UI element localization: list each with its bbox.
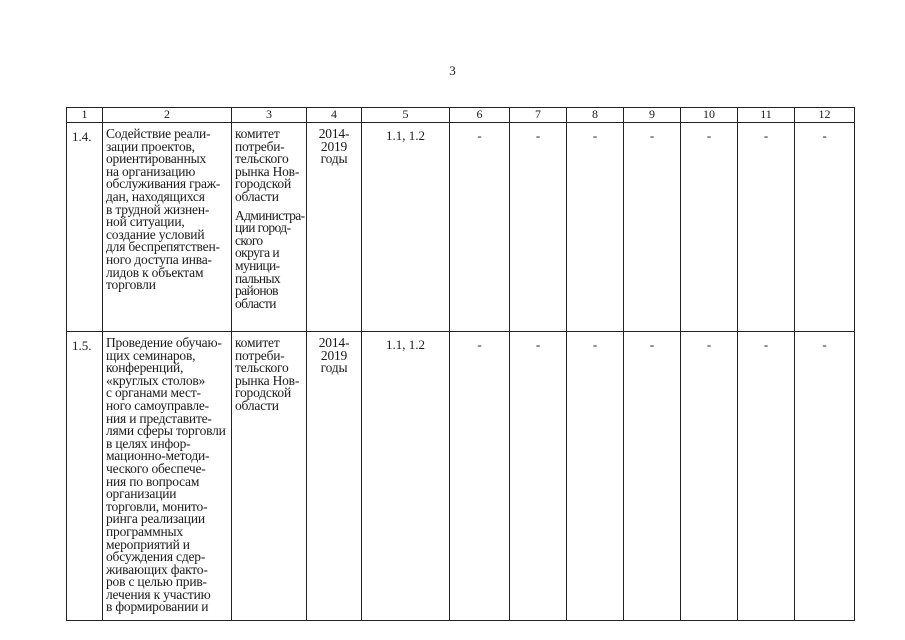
period-cell xyxy=(307,123,362,332)
indicators-cell: 1.1, 1.2 xyxy=(362,123,450,332)
value-cell: - xyxy=(567,332,624,621)
executor-text: комитет потреби- тельского рынка Нов- городской области xyxy=(235,126,300,204)
table-row xyxy=(67,123,855,332)
period-text: 2014- 2019 годы xyxy=(318,335,350,376)
measure-name xyxy=(103,332,232,621)
value-cell: - xyxy=(624,123,681,332)
column-header: 11 xyxy=(738,108,795,123)
page-number: 3 xyxy=(449,63,456,78)
measure-name-text: Содействие реали- зации проектов, ориентированных на организацию обслуживания граж- дан, находящихся в трудной жизнен- ной ситуации, создание условий для беспрепятствен- ного доступа инва- лидов к объектам торговли xyxy=(106,126,221,293)
measure-name xyxy=(103,123,232,332)
column-header: 1 xyxy=(67,108,103,123)
indicators-cell: 1.1, 1.2 xyxy=(362,332,450,621)
column-header: 3 xyxy=(232,108,307,123)
column-header: 2 xyxy=(103,108,232,123)
column-header: 8 xyxy=(567,108,624,123)
column-header: 6 xyxy=(450,108,510,123)
column-header: 7 xyxy=(510,108,567,123)
row-number: 1.5. xyxy=(67,332,103,621)
measure-name-text: Проведение обучаю- щих семинаров, конференций, «круглых столов» с органами мест- ного самоуправле- ния и представите- лями сферы торговли в целях инфор- мационно-методи- ческого обеспече- ния по вопросам организации торговли, монито- ринга реализации программных мероприятий и обсуждения сдер- живающих факто- ров с целью прив- лечения к участию в формировании и xyxy=(106,335,226,615)
value-cell: - xyxy=(738,123,795,332)
value-cell: - xyxy=(450,332,510,621)
executor-cell xyxy=(232,123,307,332)
executor-cell xyxy=(232,332,307,621)
column-header: 4 xyxy=(307,108,362,123)
period-text: 2014- 2019 годы xyxy=(318,126,350,167)
column-header: 9 xyxy=(624,108,681,123)
column-header: 12 xyxy=(795,108,855,123)
value-cell: - xyxy=(681,123,738,332)
table-header-row xyxy=(67,108,855,123)
value-cell: - xyxy=(681,332,738,621)
executor-text: комитет потреби- тельского рынка Нов- городской области xyxy=(235,335,300,413)
executor-text-secondary: Администра- ции город- ского округа и муници- пальных районов области xyxy=(235,207,305,311)
value-cell: - xyxy=(510,123,567,332)
column-header: 10 xyxy=(681,108,738,123)
measures-table xyxy=(66,107,855,621)
row-number: 1.4. xyxy=(67,123,103,332)
value-cell: - xyxy=(738,332,795,621)
table-row xyxy=(67,332,855,621)
value-cell: - xyxy=(624,332,681,621)
value-cell: - xyxy=(450,123,510,332)
column-header: 5 xyxy=(362,108,450,123)
value-cell: - xyxy=(795,123,855,332)
value-cell: - xyxy=(795,332,855,621)
period-cell xyxy=(307,332,362,621)
value-cell: - xyxy=(567,123,624,332)
value-cell: - xyxy=(510,332,567,621)
